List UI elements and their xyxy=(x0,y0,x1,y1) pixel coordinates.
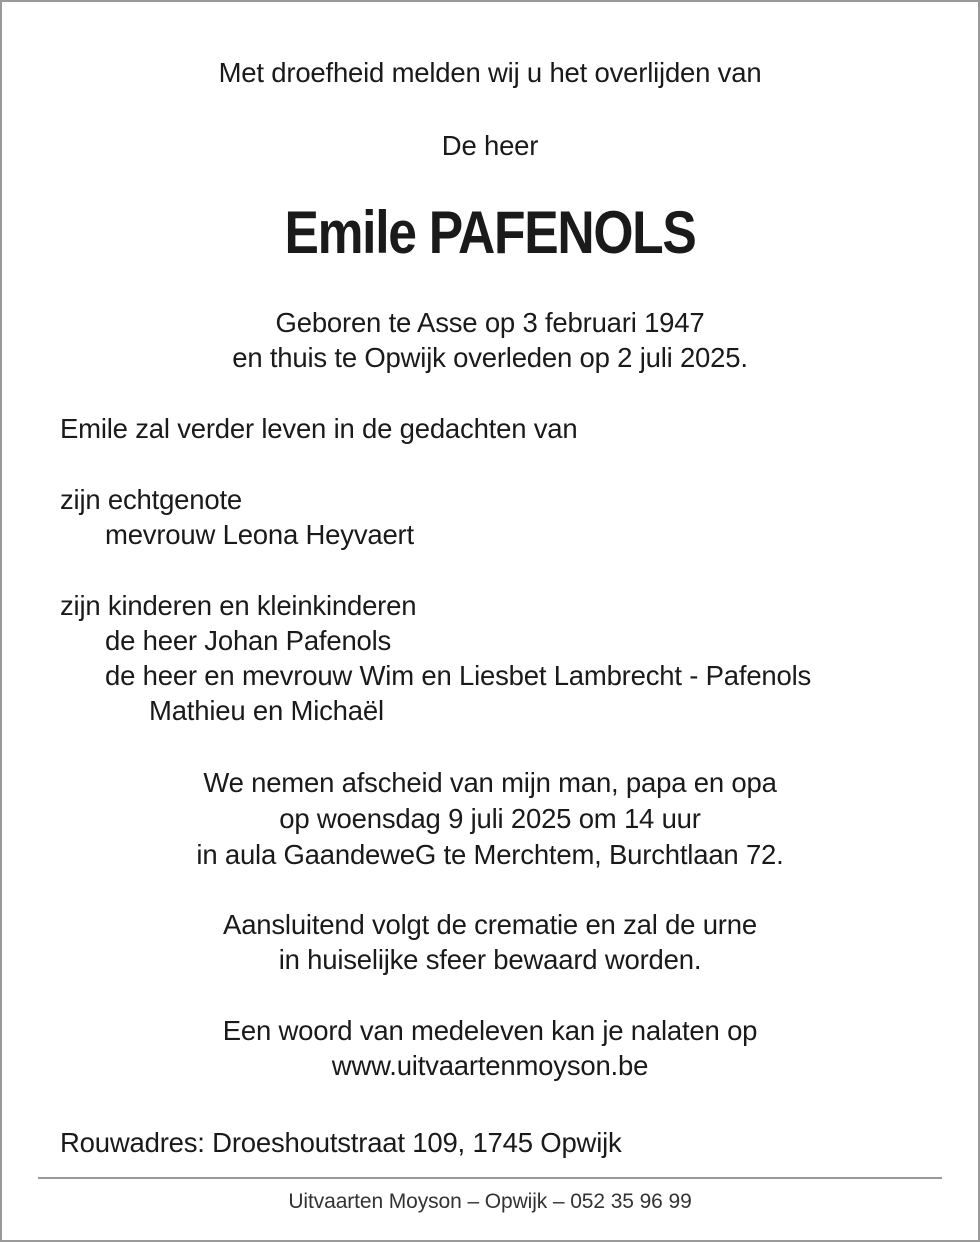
cremation-line: Aansluitend volgt de crematie en zal de urne xyxy=(223,909,757,940)
farewell-line: We nemen afscheid van mijn man, papa en opa xyxy=(203,767,777,798)
grandchildren-line: Mathieu en Michaël xyxy=(149,695,384,726)
farewell-line: in aula GaandeweG te Merchtem, Burchtlaan 72. xyxy=(196,839,784,870)
footer-divider xyxy=(38,1177,942,1179)
funeral-home-footer: Uitvaarten Moyson – Opwijk – 052 35 96 99 xyxy=(288,1190,692,1213)
deceased-name: Emile PAFENOLS xyxy=(284,199,696,266)
condolence-url: www.uitvaartenmoyson.be xyxy=(331,1050,649,1081)
farewell-line: op woensdag 9 juli 2025 om 14 uur xyxy=(279,803,701,834)
cremation-line: in huiselijke sfeer bewaard worden. xyxy=(278,944,702,975)
death-line: en thuis te Opwijk overleden op 2 juli 2025. xyxy=(232,342,748,373)
condolence-line: Een woord van medeleven kan je nalaten op xyxy=(222,1015,758,1046)
honorific: De heer xyxy=(441,130,539,161)
mourning-address: Rouwadres: Droeshoutstraat 109, 1745 Opwijk xyxy=(60,1127,622,1158)
memory-line: Emile zal verder leven in de gedachten van xyxy=(60,413,578,444)
intro-text: Met droefheid melden wij u het overlijden van xyxy=(218,57,762,88)
spouse-name: mevrouw Leona Heyvaert xyxy=(105,519,414,550)
spouse-heading: zijn echtgenote xyxy=(60,484,242,515)
birth-line: Geboren te Asse op 3 februari 1947 xyxy=(275,307,705,338)
children-heading: zijn kinderen en kleinkinderen xyxy=(60,590,417,621)
child-item: de heer en mevrouw Wim en Liesbet Lambrecht - Pafenols xyxy=(105,660,812,691)
child-item: de heer Johan Pafenols xyxy=(105,625,392,656)
